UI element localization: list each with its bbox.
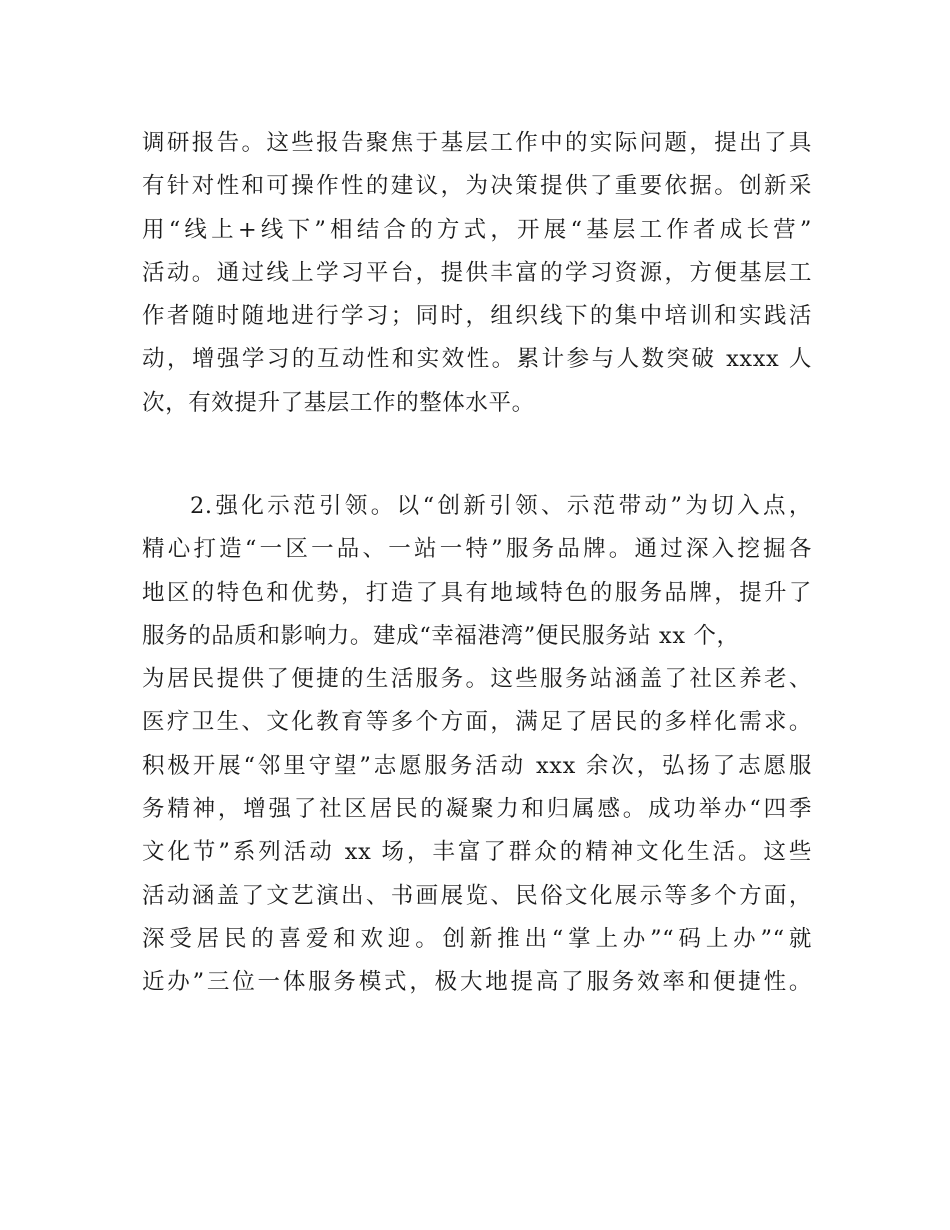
paragraph-line: 作者随时随地进行学习；同时，组织线下的集中培训和实践活 bbox=[142, 303, 812, 330]
paragraph-line: 深受居民的喜爱和欢迎。创新推出“掌上办”“码上办”“就 bbox=[142, 925, 812, 952]
paragraph-line: 服务的品质和影响力。建成“幸福港湾”便民服务站 xx 个， bbox=[142, 622, 740, 649]
paragraph-line: 为居民提供了便捷的生活服务。这些服务站涵盖了社区养老、 bbox=[142, 666, 812, 693]
paragraph-line: 务精神，增强了社区居民的凝聚力和归属感。成功举办“四季 bbox=[142, 796, 812, 823]
paragraph-line: 2.强化示范引领。以“创新引领、示范带动”为切入点， bbox=[190, 493, 812, 519]
paragraph-line: 调研报告。这些报告聚焦于基层工作中的实际问题，提出了具 bbox=[142, 130, 812, 156]
paragraph-line: 医疗卫生、文化教育等多个方面，满足了居民的多样化需求。 bbox=[142, 709, 812, 736]
paragraph-line: 活动涵盖了文艺演出、书画展览、民俗文化展示等多个方面， bbox=[142, 882, 812, 909]
paragraph-line: 次，有效提升了基层工作的整体水平。 bbox=[142, 389, 535, 416]
paragraph-line: 精心打造“一区一品、一站一特”服务品牌。通过深入挖掘各 bbox=[142, 536, 812, 563]
paragraph-line: 动，增强学习的互动性和实效性。累计参与人数突破 xxxx 人 bbox=[142, 346, 812, 373]
paragraph-1 bbox=[142, 122, 812, 425]
paragraph-line: 活动。通过线上学习平台，提供丰富的学习资源，方便基层工 bbox=[142, 259, 812, 286]
paragraph-line: 文化节”系列活动 xx 场，丰富了群众的精神文化生活。这些 bbox=[142, 839, 812, 866]
paragraph-line: 近办”三位一体服务模式，极大地提高了服务效率和便捷性。 bbox=[142, 969, 812, 996]
paragraph-line: 积极开展“邻里守望”志愿服务活动 xxx 余次，弘扬了志愿服 bbox=[142, 752, 812, 779]
paragraph-line: 用“线上+线下”相结合的方式，开展“基层工作者成长营” bbox=[142, 216, 812, 243]
paragraph-line: 地区的特色和优势，打造了具有地域特色的服务品牌，提升了 bbox=[142, 579, 812, 606]
paragraph-2 bbox=[142, 485, 812, 1005]
paragraph-line: 有针对性和可操作性的建议，为决策提供了重要依据。创新采 bbox=[142, 173, 812, 200]
